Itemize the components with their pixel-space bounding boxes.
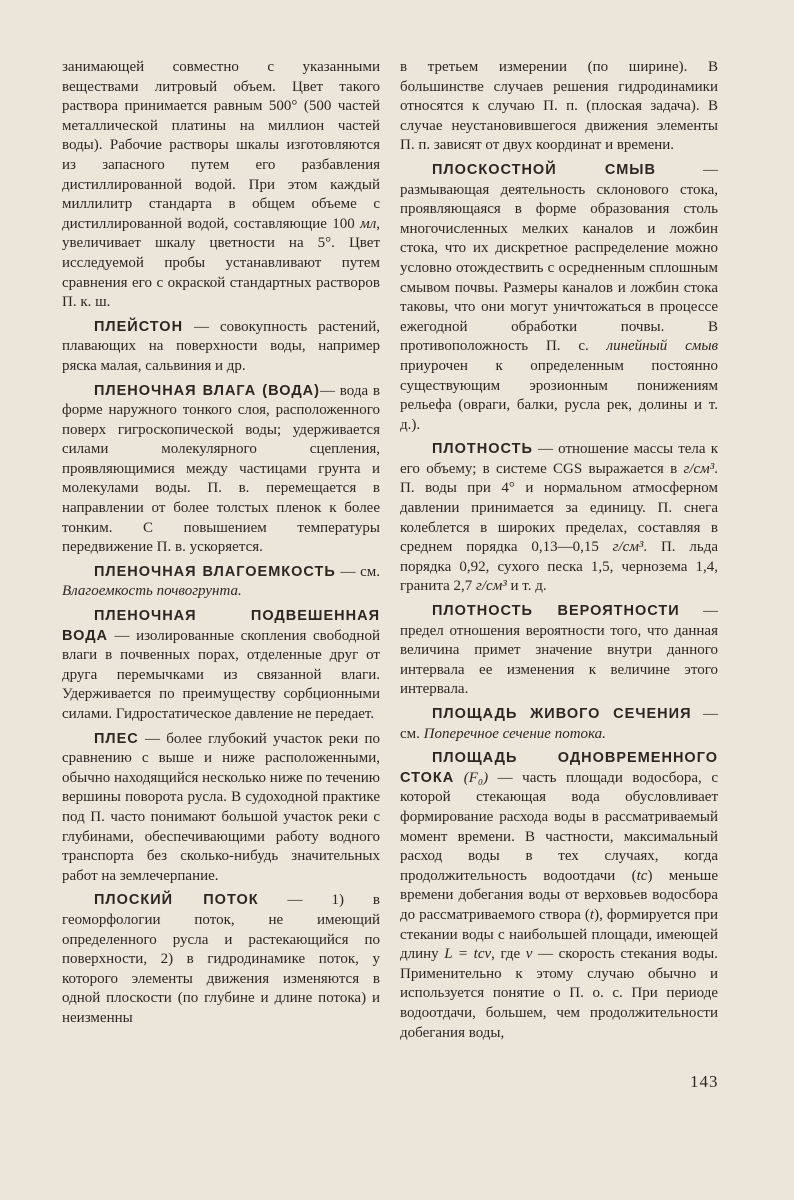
entry-plotnost-veroyatnosti: ПЛОТНОСТЬ ВЕРОЯТНОСТИ — предел отношения вероятности того, что данная величина примет значение внутри данного интервала ее изменения к величине этого интервала. <box>400 603 718 698</box>
right-column <box>400 58 718 1043</box>
entry-term: ПЛОТНОСТЬ <box>432 441 533 458</box>
entry-ploskostnoj-smyv: ПЛОСКОСТНОЙ СМЫВ — размывающая деятельность склонового стока, проявляющаяся в форме образования столь многочисленных мелких каналов и ложбин стока, что их дискретное распределение можно условно отождествить с осредненным сплошным смывом почвы. Размеры каналов и ложбин стока таковы, что они могут уничтожаться в процессе ежегодной обработки почвы. В противоположность П. с. линейный смыв приурочен к определенным постоянно существующим эрозионным понижениям рельефа (овраги, балки, русла рек, долины и т. д.). <box>400 161 719 433</box>
entry-plenochnaya-vlaga: ПЛЕНОЧНАЯ ВЛАГА (ВОДА)— вода в форме наружного тонкого слоя, расположенного поверх гигроскопической воды; удерживается силами молекулярного сцепления, проявляющимися между частицами грунта и молекулами воды. П. в. перемещается в направлении от более толстых пленок к более тонким. С повышением температуры передвижение П. в. ускоряется. <box>62 382 380 556</box>
entry-ploshchad-zhivogo-secheniya: ПЛОЩАДЬ ЖИВОГО СЕЧЕНИЯ — см. Поперечное сечение потока. <box>400 706 718 742</box>
entry-ploshchad-odnovremennogo-stoka: ПЛОЩАДЬ ОДНОВРЕМЕННОГО СТОКА (F₀) — часть площади водосбора, с которой стекающая вода обусловливает формирование расхода воды в рассматриваемый момент времени. В частности, максимальный расход воды в тех случаях, когда продолжительность водоотдачи (tc) меньше времени добегания воды от верховьев водосбора до рассматриваемого створа (t), формируется при стекании воды с наибольшей площади, имеющей длину L = tcv, где v — скорость стекания воды. Применительно к этому случаю обычно и используется понятие о П. о. с. При периоде водоотдачи, большем, чем продолжительности добегания воды, <box>400 750 718 1041</box>
entry-ploskij-potok: ПЛОСКИЙ ПОТОК — 1) в геоморфологии поток, не имеющий определенного русла и растекающийся по поверхности, 2) в гидродинамике поток, у которого элементы движения изменяются в одной плоскости (по глубине и длине потока) и неизменны <box>62 892 380 1026</box>
entry-term: ПЛОТНОСТЬ ВЕРОЯТНОСТИ <box>432 603 680 620</box>
paragraph: занимающей совместно с указанными веществами литровый объем. Цвет такого раствора принимается равным 500° (500 частей металлической платины на миллион частей воды). Рабочие растворы шкалы изготовляются из запасного путем его разбавления дистиллированной водой. При этом каждый миллилитр стандарта в общем объеме с дистиллированной водой, составляющие 100 мл, увеличивает шкалу цветности на 5°. Цвет исследуемой пробы устанавливают путем сравнения его с окраской стандартных растворов П. к. ш. <box>62 59 381 311</box>
entry-term: ПЛОЩАДЬ ЖИВОГО СЕЧЕНИЯ <box>432 706 692 722</box>
formula: L = tcv <box>444 946 492 963</box>
page-number: 143 <box>690 1072 719 1091</box>
entry-plotnost: ПЛОТНОСТЬ — отношение массы тела к его объему; в системе CGS выражается в г/см³. П. воды при 4° и нормальном атмосферном давлении принимается за единицу. П. снега колеблется в широких пределах, составляя в среднем порядка 0,13—0,15 г/см³. П. льда порядка 0,92, сухого песка 1,5, чернозема 1,4, гранита 2,7 г/см³ и т. д. <box>400 441 718 595</box>
entry-term: ПЛЕНОЧНАЯ ПОДВЕШЕННАЯ ВОДА <box>62 608 380 644</box>
entry-vlagoemkost: ПЛЕНОЧНАЯ ВЛАГОЕМКОСТЬ — см. Влагоемкость почвогрунта. <box>62 563 380 600</box>
entry-term: ПЛОСКОСТНОЙ СМЫВ <box>432 161 656 178</box>
paragraph: в третьем измерении (по ширине). В большинстве случаев решения гидродинамики относятся к случаю П. п. (плоская задача). В случае неустановившегося движения элементы П. п. зависят от двух координат и времени. <box>400 59 718 154</box>
entry-term: ПЛЕС <box>94 730 139 747</box>
entry-ples: ПЛЕС — более глубокий участок реки по сравнению с выше и ниже расположенными, обычно находящийся несколько ниже по течению вершины поворота русла. В судоходной практике под П. часто понимают большой участок реки с глубинами, обеспечивающими работу водного транспорта без сколько-нибудь значительных работ на землечерпание. <box>62 730 381 884</box>
left-column <box>62 58 380 1029</box>
entry-podveshennaya: ПЛЕНОЧНАЯ ПОДВЕШЕННАЯ ВОДА — изолированные скопления свободной влаги в почвенных порах, отделенные друг от друга перемычками из связанной влаги. Удерживается по преимуществу сорбционными силами. Гидростатическое давление не передает. <box>62 608 380 722</box>
entry-term: ПЛОСКИЙ ПОТОК <box>94 892 259 909</box>
entry-term: ПЛЕЙСТОН <box>94 318 184 335</box>
entry-term: ПЛЕНОЧНАЯ ВЛАГА (ВОДА) <box>94 382 320 399</box>
entry-term: ПЛОЩАДЬ ОДНОВРЕМЕННОГО СТОКА <box>400 750 718 786</box>
cross-reference: Поперечное сечение потока. <box>423 725 606 742</box>
entry-term: ПЛЕНОЧНАЯ ВЛАГОЕМКОСТЬ <box>94 563 336 580</box>
cross-reference: Влагоемкость почвогрунта. <box>62 583 242 600</box>
entry-plejston: ПЛЕЙСТОН — совокупность растений, плавающих на поверхности воды, например ряска малая, сальвиния и др. <box>62 318 380 374</box>
